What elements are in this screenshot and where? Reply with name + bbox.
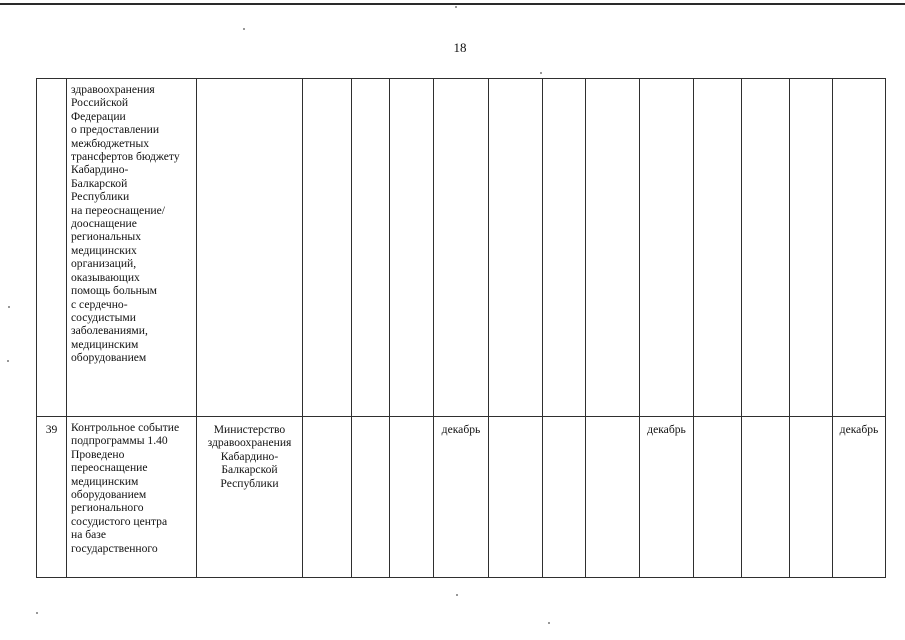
description-line: оказывающих (71, 270, 140, 284)
description-line: оборудованием (71, 488, 147, 502)
month-cell (694, 417, 742, 578)
month-cell (586, 79, 640, 417)
table-row (37, 417, 886, 578)
scan-speck (36, 612, 38, 614)
month-cell-december: декабрь (434, 417, 489, 578)
description-line: Республики (71, 190, 130, 204)
month-cell (790, 417, 833, 578)
page-number: 18 (453, 40, 467, 55)
description-line: государственного (71, 541, 158, 555)
month-cell-december: декабрь (833, 417, 886, 578)
description-line: медицинским (71, 474, 139, 488)
month-cell-december: декабрь (640, 417, 694, 578)
executor-line: Министерство (213, 423, 286, 436)
description-line: переоснащение (71, 461, 148, 475)
executor-line: Балкарской (221, 463, 278, 477)
month-cell (352, 417, 390, 578)
month-cell (586, 417, 640, 578)
scan-speck (548, 622, 550, 624)
description-line: Федерации (71, 109, 126, 123)
executor-line: здравоохранения (207, 436, 292, 450)
month-cell (790, 79, 833, 417)
scan-speck (7, 360, 9, 362)
description-line: с сердечно- (71, 297, 128, 311)
description-line: Балкарской (71, 176, 128, 190)
description-line: региональных (71, 230, 142, 244)
description-cell (67, 417, 197, 578)
description-line: о предоставлении (71, 123, 160, 137)
description-line: дооснащение (71, 217, 137, 231)
month-cell (352, 79, 390, 417)
description-line: на базе (71, 528, 107, 542)
month-cell (833, 79, 886, 417)
month-cell (303, 79, 352, 417)
executor-line: Республики (220, 476, 279, 490)
scan-speck (455, 6, 457, 8)
month-cell (489, 417, 543, 578)
description-line: трансфертов бюджету (71, 150, 180, 164)
description-line: помощь больным (71, 284, 157, 298)
month-cell (434, 79, 489, 417)
month-cell (390, 79, 434, 417)
month-cell (640, 79, 694, 417)
month-cell (742, 417, 790, 578)
month-cell (694, 79, 742, 417)
description-line: межбюджетных (71, 136, 150, 150)
description-line: Проведено (71, 447, 125, 461)
description-line: медицинских (71, 243, 137, 257)
description-line: Российской (71, 96, 129, 110)
row-number-cell: 39 (37, 417, 67, 578)
description-line: здравоохранения (71, 83, 155, 96)
executor-line: Кабардино- (220, 449, 279, 463)
month-cell (742, 79, 790, 417)
table-row (37, 79, 886, 417)
description-line: организаций, (71, 257, 137, 271)
description-line: заболеваниями, (71, 324, 148, 338)
scan-speck (456, 594, 458, 596)
scan-speck (540, 72, 542, 74)
description-line: Кабардино- (71, 163, 129, 177)
description-line: Контрольное событие (71, 421, 180, 434)
description-cell (67, 79, 197, 417)
description-line: сосудистыми (71, 310, 136, 324)
month-cell (303, 417, 352, 578)
description-line: оборудованием (71, 351, 147, 365)
month-cell (390, 417, 434, 578)
executor-cell (197, 79, 303, 417)
scan-speck (243, 28, 245, 30)
month-cell (543, 417, 586, 578)
month-cell (489, 79, 543, 417)
description-line: регионального (71, 501, 144, 515)
description-line: подпрограммы 1.40 (71, 434, 168, 448)
description-line: сосудистого центра (71, 514, 168, 528)
executor-cell (197, 417, 303, 578)
top-border-line (0, 3, 905, 5)
description-line: медицинским (71, 337, 139, 351)
scan-speck (8, 306, 10, 308)
month-cell (543, 79, 586, 417)
schedule-table (36, 78, 886, 578)
description-line: на переоснащение/ (71, 203, 165, 217)
row-number-cell (37, 79, 67, 417)
